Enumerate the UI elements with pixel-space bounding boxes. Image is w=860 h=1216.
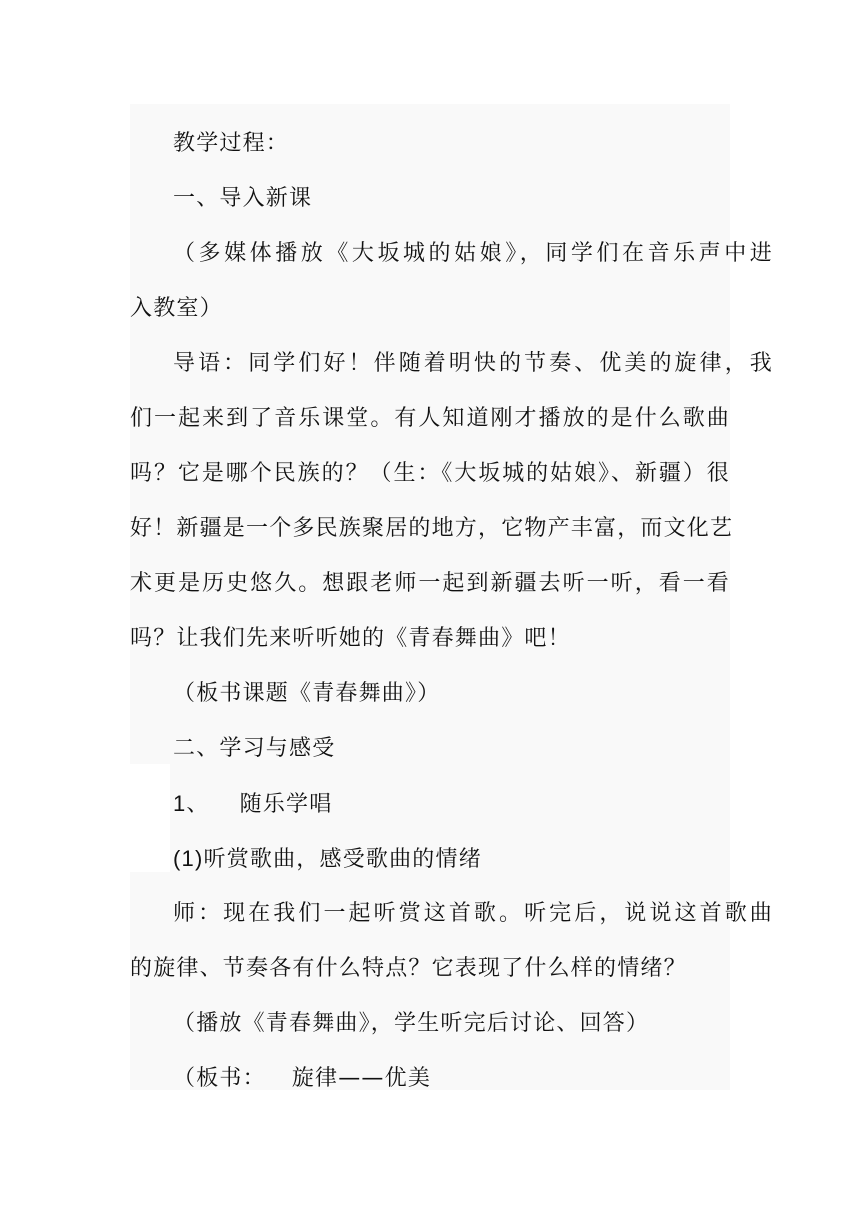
paragraph-line: 师：现在我们一起听赏这首歌。听完后，说说这首歌曲 bbox=[173, 901, 773, 926]
list-item bbox=[130, 843, 773, 875]
paragraph-line: 的旋律、节奏各有什么特点？它表现了什么样的情绪？ bbox=[130, 956, 687, 981]
list-item-label: 听赏歌曲，感受歌曲的情绪 bbox=[203, 847, 482, 872]
paragraph-line: 们一起来到了音乐课堂。有人知道刚才播放的是什么歌曲 bbox=[130, 406, 730, 431]
paragraph-line: （播放《青春舞曲》，学生听完后讨论、回答） bbox=[173, 1011, 650, 1036]
board-note-label: （板书： bbox=[173, 1066, 266, 1091]
list-item-label: 随乐学唱 bbox=[239, 792, 333, 817]
subsection-heading: 二、学习与感受 bbox=[173, 736, 336, 761]
paragraph-line: 入教室） bbox=[130, 296, 223, 321]
paragraph-line: 吗？它是哪个民族的？（生：《大坂城的姑娘》、新疆）很 bbox=[130, 461, 730, 486]
subsection-heading: 一、导入新课 bbox=[173, 186, 313, 211]
paragraph-line: 吗？让我们先来听听她的《青春舞曲》吧！ bbox=[130, 626, 571, 651]
paragraph-line: 好！新疆是一个多民族聚居的地方，它物产丰富，而文化艺 bbox=[130, 516, 734, 541]
paragraph-line: 术更是历史悠久。想跟老师一起到新疆去听一听，看一看 bbox=[130, 571, 730, 596]
list-number: 1、 bbox=[173, 791, 210, 816]
section-heading: 教学过程： bbox=[173, 131, 290, 156]
paragraph-line: （多媒体播放《大坂城的姑娘》，同学们在音乐声中进 bbox=[173, 241, 773, 266]
list-item bbox=[130, 788, 773, 820]
board-note-value: 旋律——优美 bbox=[291, 1066, 432, 1091]
board-note bbox=[130, 1063, 773, 1095]
list-number: (1) bbox=[173, 846, 204, 871]
paragraph-line: （板书课题《青春舞曲》） bbox=[173, 681, 441, 706]
paragraph-line: 导语：同学们好！伴随着明快的节奏、优美的旋律，我 bbox=[173, 351, 773, 376]
